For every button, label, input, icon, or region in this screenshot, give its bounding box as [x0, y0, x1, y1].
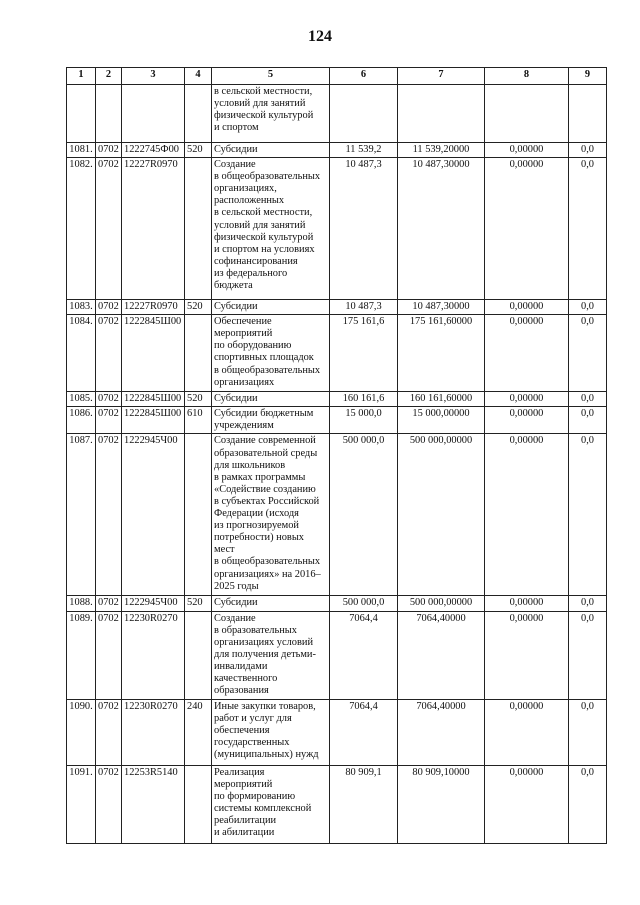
amount-precise: 10 487,30000	[398, 300, 485, 315]
amount-federal: 0,00000	[485, 434, 569, 596]
expense-type: 520	[185, 392, 212, 407]
table-row	[67, 85, 607, 143]
amount-precise: 10 487,30000	[398, 158, 485, 300]
section-code: 0702	[96, 407, 122, 434]
amount-federal	[485, 85, 569, 143]
expense-type: 610	[185, 407, 212, 434]
table-row	[67, 765, 607, 843]
amount-federal: 0,00000	[485, 392, 569, 407]
row-number: 1083.	[67, 300, 96, 315]
item-description: Реализация мероприятий по формированию системы комплексной реабилитации и абилитации	[212, 765, 330, 843]
amount-total: 11 539,2	[330, 143, 398, 158]
expense-type: 520	[185, 596, 212, 611]
amount-federal: 0,00000	[485, 300, 569, 315]
page-number: 124	[308, 28, 332, 45]
amount-federal: 0,00000	[485, 315, 569, 392]
amount-total: 500 000,0	[330, 596, 398, 611]
item-description: Создание современной образовательной среды для школьников в рамках программы «Содействие созданию в субъектах Российской Федерации (исходя из прогнозируемой потребности) новых мест в общеобразовательных организациях» на 2016– 2025 годы	[212, 434, 330, 596]
item-description: Субсидии	[212, 300, 330, 315]
expense-type	[185, 315, 212, 392]
header-row	[67, 68, 607, 85]
amount-federal: 0,00000	[485, 765, 569, 843]
amount-precise	[398, 85, 485, 143]
table-row	[67, 143, 607, 158]
header-col-1: 1	[67, 68, 96, 85]
amount-federal: 0,00000	[485, 611, 569, 699]
item-description: Обеспечение мероприятий по оборудованию спортивных площадок в общеобразовательных организациях	[212, 315, 330, 392]
header-col-3: 3	[122, 68, 185, 85]
row-number: 1085.	[67, 392, 96, 407]
expense-type	[185, 765, 212, 843]
target-article: 1222845Ш00	[122, 392, 185, 407]
item-description: Создание в образовательных организациях условий для получения детьми- инвалидами качественного образования	[212, 611, 330, 699]
target-article: 1222845Ш00	[122, 315, 185, 392]
amount-precise: 175 161,60000	[398, 315, 485, 392]
item-description: Субсидии	[212, 143, 330, 158]
amount-total: 80 909,1	[330, 765, 398, 843]
table-row	[67, 315, 607, 392]
expense-type: 520	[185, 300, 212, 315]
target-article: 12227R0970	[122, 300, 185, 315]
table-row	[67, 596, 607, 611]
target-article: 12230R0270	[122, 611, 185, 699]
amount-other: 0,0	[569, 765, 607, 843]
amount-federal: 0,00000	[485, 143, 569, 158]
amount-total: 10 487,3	[330, 300, 398, 315]
section-code: 0702	[96, 434, 122, 596]
table-row	[67, 158, 607, 300]
row-number: 1088.	[67, 596, 96, 611]
amount-total: 7064,4	[330, 611, 398, 699]
amount-other: 0,0	[569, 434, 607, 596]
amount-other: 0,0	[569, 158, 607, 300]
table-row	[67, 407, 607, 434]
amount-other: 0,0	[569, 315, 607, 392]
amount-precise: 11 539,20000	[398, 143, 485, 158]
row-number	[67, 85, 96, 143]
section-code: 0702	[96, 611, 122, 699]
amount-other	[569, 85, 607, 143]
amount-other: 0,0	[569, 596, 607, 611]
amount-total: 15 000,0	[330, 407, 398, 434]
target-article: 12227R0970	[122, 158, 185, 300]
target-article: 12253R5140	[122, 765, 185, 843]
expense-type	[185, 85, 212, 143]
section-code: 0702	[96, 158, 122, 300]
amount-total: 10 487,3	[330, 158, 398, 300]
expense-type	[185, 158, 212, 300]
header-col-7: 7	[398, 68, 485, 85]
section-code: 0702	[96, 596, 122, 611]
table-row	[67, 434, 607, 596]
row-number: 1090.	[67, 699, 96, 765]
section-code: 0702	[96, 143, 122, 158]
amount-other: 0,0	[569, 611, 607, 699]
row-number: 1081.	[67, 143, 96, 158]
row-number: 1087.	[67, 434, 96, 596]
section-code: 0702	[96, 765, 122, 843]
amount-other: 0,0	[569, 392, 607, 407]
row-number: 1086.	[67, 407, 96, 434]
amount-precise: 500 000,00000	[398, 596, 485, 611]
table-row	[67, 392, 607, 407]
header-col-5: 5	[212, 68, 330, 85]
amount-federal: 0,00000	[485, 407, 569, 434]
row-number: 1084.	[67, 315, 96, 392]
row-number: 1091.	[67, 765, 96, 843]
amount-total: 160 161,6	[330, 392, 398, 407]
item-description: в сельской местности, условий для занятий физической культурой и спортом	[212, 85, 330, 143]
section-code: 0702	[96, 392, 122, 407]
header-col-2: 2	[96, 68, 122, 85]
section-code	[96, 85, 122, 143]
item-description: Субсидии	[212, 392, 330, 407]
amount-precise: 160 161,60000	[398, 392, 485, 407]
table-body	[67, 85, 607, 844]
amount-other: 0,0	[569, 300, 607, 315]
section-code: 0702	[96, 315, 122, 392]
item-description: Субсидии	[212, 596, 330, 611]
table-row	[67, 699, 607, 765]
amount-precise: 500 000,00000	[398, 434, 485, 596]
amount-precise: 80 909,10000	[398, 765, 485, 843]
amount-federal: 0,00000	[485, 699, 569, 765]
amount-total: 175 161,6	[330, 315, 398, 392]
amount-precise: 7064,40000	[398, 611, 485, 699]
header-col-9: 9	[569, 68, 607, 85]
amount-other: 0,0	[569, 143, 607, 158]
amount-precise: 7064,40000	[398, 699, 485, 765]
item-description: Создание в общеобразовательных организациях, расположенных в сельской местности, условий для занятий физической культурой и спортом на условиях софинансирования из федерального бюджета	[212, 158, 330, 300]
target-article: 1222745Ф00	[122, 143, 185, 158]
budget-table	[66, 67, 607, 844]
row-number: 1089.	[67, 611, 96, 699]
target-article: 1222945Ч00	[122, 596, 185, 611]
amount-federal: 0,00000	[485, 596, 569, 611]
expense-type: 520	[185, 143, 212, 158]
header-col-6: 6	[330, 68, 398, 85]
section-code: 0702	[96, 300, 122, 315]
amount-other: 0,0	[569, 407, 607, 434]
amount-precise: 15 000,00000	[398, 407, 485, 434]
expense-type	[185, 434, 212, 596]
amount-total	[330, 85, 398, 143]
target-article: 1222945Ч00	[122, 434, 185, 596]
item-description: Иные закупки товаров, работ и услуг для обеспечения государственных (муниципальных) нужд	[212, 699, 330, 765]
target-article: 12230R0270	[122, 699, 185, 765]
header-col-8: 8	[485, 68, 569, 85]
section-code: 0702	[96, 699, 122, 765]
target-article: 1222845Ш00	[122, 407, 185, 434]
item-description: Субсидии бюджетным учреждениям	[212, 407, 330, 434]
amount-federal: 0,00000	[485, 158, 569, 300]
row-number: 1082.	[67, 158, 96, 300]
amount-total: 7064,4	[330, 699, 398, 765]
header-col-4: 4	[185, 68, 212, 85]
table-row	[67, 611, 607, 699]
table-row	[67, 300, 607, 315]
expense-type	[185, 611, 212, 699]
expense-type: 240	[185, 699, 212, 765]
amount-total: 500 000,0	[330, 434, 398, 596]
target-article	[122, 85, 185, 143]
amount-other: 0,0	[569, 699, 607, 765]
